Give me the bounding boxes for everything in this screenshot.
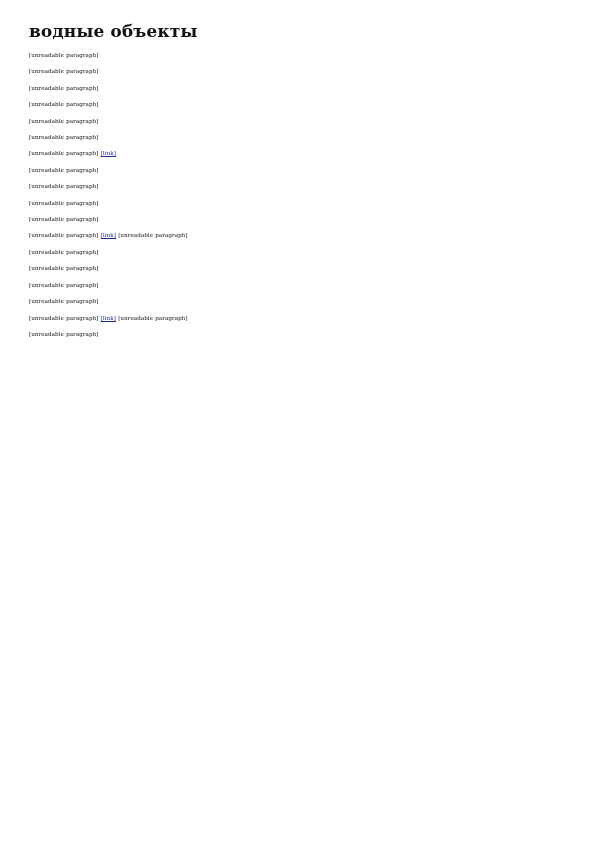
document-paragraph — [29, 249, 568, 257]
paragraph-link[interactable]: [link] — [100, 315, 116, 322]
document-paragraph — [29, 298, 568, 306]
document-paragraph — [29, 68, 568, 76]
paragraph-text: [unreadable paragraph] — [29, 118, 99, 125]
document-body — [29, 52, 568, 339]
document-paragraph — [29, 232, 568, 240]
document-paragraph — [29, 331, 568, 339]
document-paragraph — [29, 52, 568, 60]
document-paragraph — [29, 183, 568, 191]
paragraph-text: [unreadable paragraph] — [29, 233, 99, 240]
paragraph-text: [unreadable paragraph] — [29, 53, 99, 59]
paragraph-text: [unreadable paragraph] — [29, 69, 99, 76]
paragraph-link[interactable]: [link] — [100, 233, 116, 240]
paragraph-text: [unreadable paragraph] — [29, 102, 99, 109]
paragraph-text-continued: [unreadable paragraph] — [118, 233, 188, 240]
document-paragraph — [29, 101, 568, 109]
paragraph-text: [unreadable paragraph] — [29, 184, 99, 191]
document-paragraph — [29, 265, 568, 273]
paragraph-text: [unreadable paragraph] — [29, 217, 99, 224]
paragraph-text: [unreadable paragraph] — [29, 167, 99, 174]
paragraph-text: [unreadable paragraph] — [29, 299, 99, 306]
paragraph-text: [unreadable paragraph] — [29, 282, 99, 289]
document-paragraph — [29, 216, 568, 224]
paragraph-text: [unreadable paragraph] — [29, 315, 99, 322]
document-paragraph — [29, 118, 568, 126]
document-paragraph — [29, 315, 568, 323]
document-paragraph — [29, 282, 568, 290]
paragraph-text-continued: [unreadable paragraph] — [118, 315, 188, 322]
paragraph-text: [unreadable paragraph] — [29, 151, 99, 158]
document-paragraph — [29, 167, 568, 175]
paragraph-text: [unreadable paragraph] — [29, 135, 99, 142]
paragraph-text: [unreadable paragraph] — [29, 200, 99, 207]
paragraph-text: [unreadable paragraph] — [29, 85, 99, 92]
paragraph-link[interactable]: [link] — [100, 151, 116, 158]
paragraph-text: [unreadable paragraph] — [29, 331, 99, 338]
document-paragraph — [29, 134, 568, 142]
paragraph-text: [unreadable paragraph] — [29, 249, 99, 256]
document-paragraph — [29, 150, 568, 158]
document-paragraph — [29, 200, 568, 208]
page-title: водные объекты — [29, 22, 198, 42]
document-paragraph — [29, 85, 568, 93]
paragraph-text: [unreadable paragraph] — [29, 266, 99, 273]
